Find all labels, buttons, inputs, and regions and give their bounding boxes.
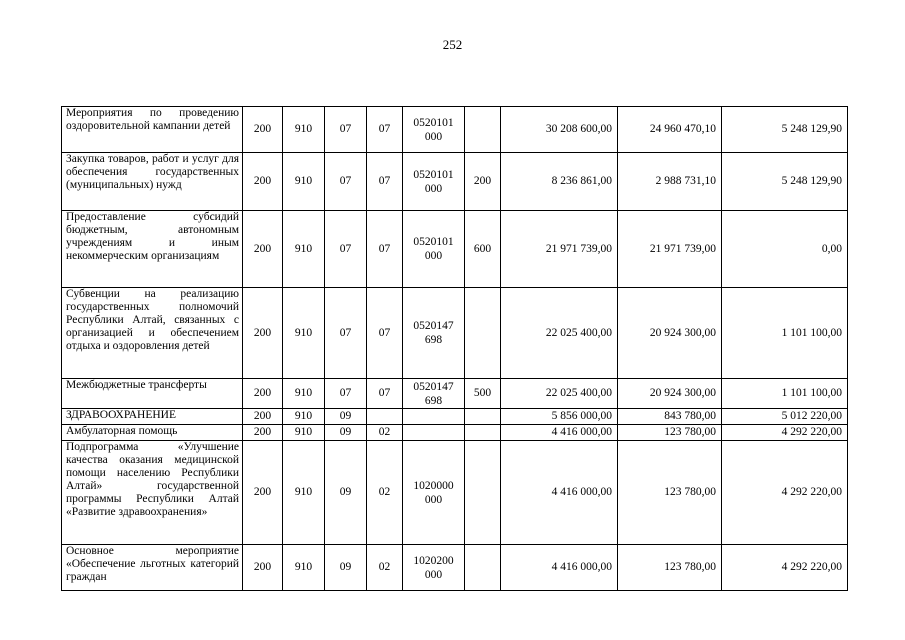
row-name: Субвенции на реализацию государственных полномочий Республики Алтай, связанных с организацией и обеспечением отдыха и оздоровления детей [62, 288, 243, 379]
row-target-article: 0520101 000 [403, 107, 465, 153]
row-subsection: 07 [367, 211, 403, 288]
row-value-1: 4 416 000,00 [501, 425, 618, 441]
row-expense-type: 200 [465, 153, 501, 211]
row-value-2: 24 960 470,10 [618, 107, 722, 153]
row-subsection: 07 [367, 153, 403, 211]
table-row [62, 425, 848, 441]
row-value-2: 123 780,00 [618, 441, 722, 545]
row-value-1: 8 236 861,00 [501, 153, 618, 211]
row-name: Подпрограмма «Улучшение качества оказания медицинской помощи населению Республики Алтай» государственной программы Республики Алтай «Развитие здравоохранения» [62, 441, 243, 545]
row-section: 09 [325, 545, 367, 591]
table-row [62, 288, 848, 379]
row-code-1: 200 [243, 545, 283, 591]
row-name: ЗДРАВООХРАНЕНИЕ [62, 409, 243, 425]
row-value-1: 4 416 000,00 [501, 545, 618, 591]
row-name: Основное мероприятие «Обеспечение льготных категорий граждан [62, 545, 243, 591]
row-expense-type [465, 545, 501, 591]
table-row [62, 153, 848, 211]
row-subsection: 02 [367, 441, 403, 545]
row-value-3: 5 248 129,90 [722, 107, 848, 153]
row-code-2: 910 [283, 153, 325, 211]
row-value-1: 4 416 000,00 [501, 441, 618, 545]
row-name: Предоставление субсидий бюджетным, автономным учреждениям и иным некоммерческим организациям [62, 211, 243, 288]
table-body [62, 107, 848, 591]
row-value-2: 843 780,00 [618, 409, 722, 425]
page-number: 252 [442, 37, 463, 52]
row-expense-type [465, 425, 501, 441]
row-subsection [367, 409, 403, 425]
row-value-3: 4 292 220,00 [722, 441, 848, 545]
row-value-2: 21 971 739,00 [618, 211, 722, 288]
row-code-1: 200 [243, 288, 283, 379]
row-section: 07 [325, 211, 367, 288]
row-value-2: 123 780,00 [618, 425, 722, 441]
row-value-2: 123 780,00 [618, 545, 722, 591]
row-value-1: 5 856 000,00 [501, 409, 618, 425]
row-section: 07 [325, 107, 367, 153]
row-code-2: 910 [283, 288, 325, 379]
row-subsection: 07 [367, 379, 403, 409]
table-row [62, 379, 848, 409]
row-target-article [403, 409, 465, 425]
row-name: Мероприятия по проведению оздоровительной кампании детей [62, 107, 243, 153]
row-code-2: 910 [283, 409, 325, 425]
row-code-1: 200 [243, 441, 283, 545]
row-value-1: 30 208 600,00 [501, 107, 618, 153]
row-code-1: 200 [243, 409, 283, 425]
row-code-2: 910 [283, 441, 325, 545]
row-value-3: 5 012 220,00 [722, 409, 848, 425]
row-code-2: 910 [283, 107, 325, 153]
row-subsection: 02 [367, 545, 403, 591]
row-target-article [403, 425, 465, 441]
row-code-2: 910 [283, 211, 325, 288]
row-value-3: 0,00 [722, 211, 848, 288]
row-section: 09 [325, 441, 367, 545]
row-code-1: 200 [243, 379, 283, 409]
row-expense-type: 600 [465, 211, 501, 288]
row-value-2: 2 988 731,10 [618, 153, 722, 211]
table-row [62, 107, 848, 153]
row-name: Амбулаторная помощь [62, 425, 243, 441]
table-row [62, 211, 848, 288]
row-section: 09 [325, 425, 367, 441]
row-subsection: 02 [367, 425, 403, 441]
row-value-2: 20 924 300,00 [618, 379, 722, 409]
row-subsection: 07 [367, 107, 403, 153]
row-target-article: 0520147 698 [403, 288, 465, 379]
row-code-2: 910 [283, 425, 325, 441]
row-section: 07 [325, 153, 367, 211]
row-value-3: 5 248 129,90 [722, 153, 848, 211]
row-expense-type [465, 409, 501, 425]
row-section: 09 [325, 409, 367, 425]
row-code-1: 200 [243, 425, 283, 441]
row-expense-type [465, 107, 501, 153]
row-value-3: 1 101 100,00 [722, 288, 848, 379]
table-row [62, 545, 848, 591]
row-value-1: 21 971 739,00 [501, 211, 618, 288]
row-target-article: 0520101 000 [403, 211, 465, 288]
row-value-3: 1 101 100,00 [722, 379, 848, 409]
row-code-2: 910 [283, 379, 325, 409]
table-row [62, 441, 848, 545]
row-code-2: 910 [283, 545, 325, 591]
row-value-2: 20 924 300,00 [618, 288, 722, 379]
row-name: Межбюджетные трансферты [62, 379, 243, 409]
table-row [62, 409, 848, 425]
row-expense-type [465, 288, 501, 379]
row-expense-type [465, 441, 501, 545]
row-value-3: 4 292 220,00 [722, 425, 848, 441]
row-expense-type: 500 [465, 379, 501, 409]
row-section: 07 [325, 288, 367, 379]
row-target-article: 1020200 000 [403, 545, 465, 591]
row-value-1: 22 025 400,00 [501, 288, 618, 379]
row-code-1: 200 [243, 107, 283, 153]
row-code-1: 200 [243, 153, 283, 211]
budget-table [61, 106, 848, 591]
row-value-3: 4 292 220,00 [722, 545, 848, 591]
row-target-article: 1020000 000 [403, 441, 465, 545]
row-target-article: 0520147 698 [403, 379, 465, 409]
row-value-1: 22 025 400,00 [501, 379, 618, 409]
row-target-article: 0520101 000 [403, 153, 465, 211]
row-code-1: 200 [243, 211, 283, 288]
row-section: 07 [325, 379, 367, 409]
row-subsection: 07 [367, 288, 403, 379]
row-name: Закупка товаров, работ и услуг для обеспечения государственных (муниципальных) нужд [62, 153, 243, 211]
